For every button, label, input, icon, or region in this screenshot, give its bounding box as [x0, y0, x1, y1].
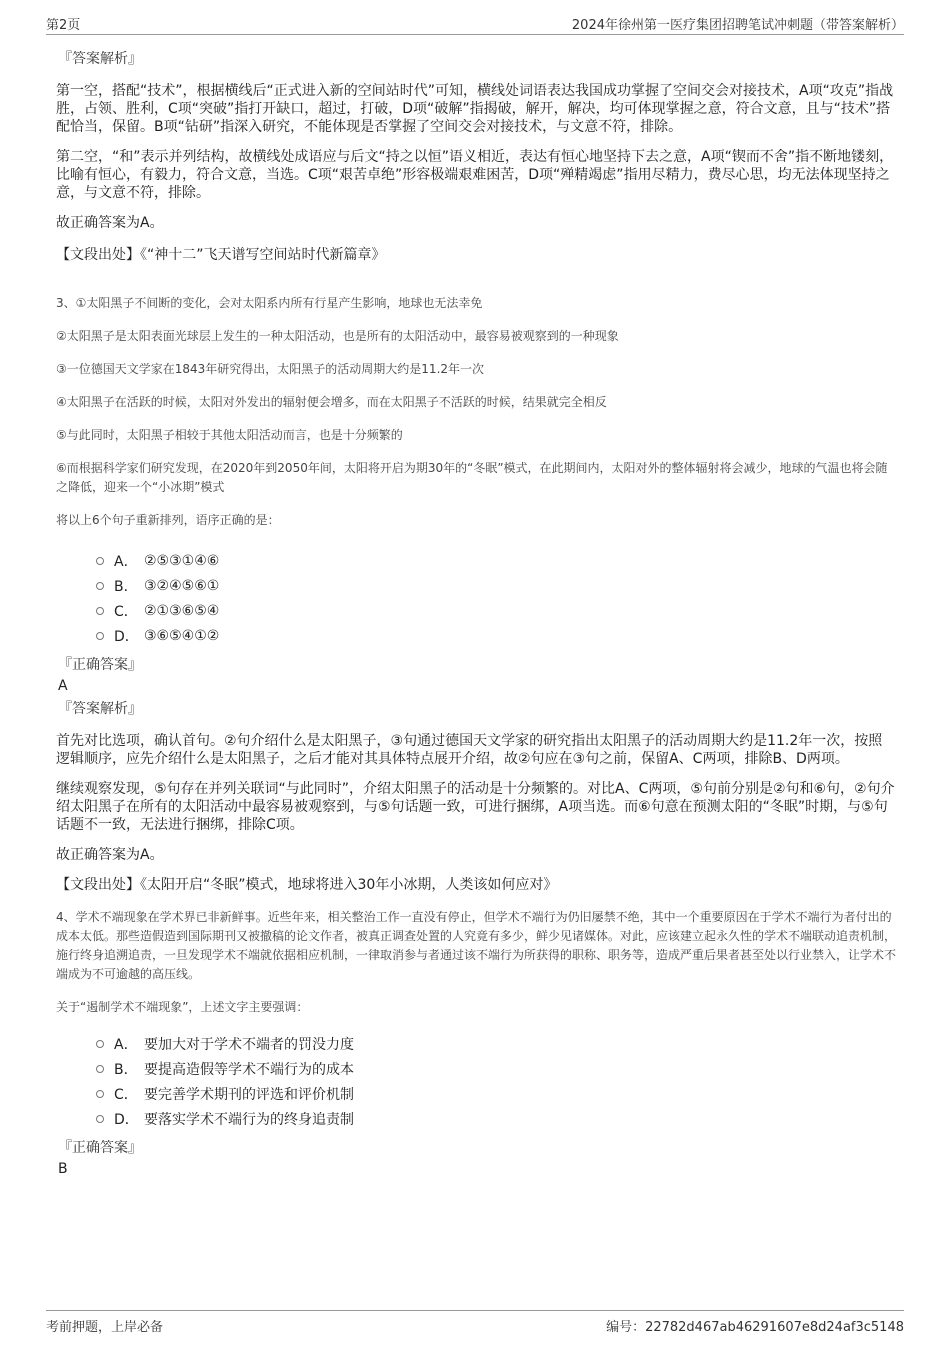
question-sentence: ⑥而根据科学家们研究发现，在2020年到2050年间，太阳将开启为期30年的“冬眠”模式，在此期间内，太阳对外的整体辐射将会减少，地球的气温也将会随之降低，迎来一个“小冰期”模式	[56, 461, 888, 494]
option-d[interactable]	[96, 1106, 896, 1131]
page-footer	[46, 1310, 904, 1337]
analysis-paragraph: 第二空，“和”表示并列结构，故横线处成语应与后文“持之以恒”语义相近，表达有恒心地坚持下去之意，A项“锲而不舍”指不断地镂刻，比喻有恒心，有毅力，符合文意，当选。C项“艰苦卓绝”形容极端艰难困苦，D项“殚精竭虑”指用尽精力，费尽心思，均无法体现坚持之意，与文意不符，排除。	[56, 149, 894, 201]
radio-icon[interactable]	[96, 1115, 104, 1123]
analysis-label: 『答案解析』	[58, 51, 142, 67]
option-text: ③⑥⑤④①②	[144, 627, 220, 644]
option-a[interactable]	[96, 1031, 896, 1056]
question-prompt: 将以上6个句子重新排列，语序正确的是：	[56, 513, 280, 527]
option-text: ②⑤③①④⑥	[144, 552, 220, 569]
question-passage: 4、学术不端现象在学术界已非新鲜事。近些年来，相关整治工作一直没有停止，但学术不端行为仍旧屡禁不绝，其中一个重要原因在于学术不端行为者付出的成本太低。那些造假造到国际期刊又被撤稿的论文作者，被真正调查处置的人究竟有多少，鲜少见诸媒体。对此，应该建立起永久性的学术不端联动追责机制，施行终身追溯追责，一旦发现学术不端就依据相应机制，一律取消参与者通过该不端行为所获得的职称、职务等，造成严重后果者甚至处以行业禁入，让学术不端成为不可逾越的高压线。	[56, 910, 897, 981]
answer-options	[96, 548, 896, 648]
analysis-paragraph: 第一空，搭配“技术”，根据横线后“正式进入新的空间站时代”可知，横线处词语表达我国成功掌握了空间交会对接技术，A项“攻克”指战胜，占领、胜利，C项“突破”指打开缺口，超过，打破，D项“破解”指揭破，解开，解决，均可体现掌握之意，符合文意，且与“技术”搭配恰当，保留。B项“钻研”指深入研究，不能体现是否掌握了空间交会对接技术，与文意不符，排除。	[56, 83, 894, 135]
option-b[interactable]	[96, 573, 896, 598]
question-sentence: ②太阳黑子是太阳表面光球层上发生的一种太阳活动，也是所有的太阳活动中，最容易被观察到的一种现象	[56, 329, 619, 343]
radio-icon[interactable]	[96, 1040, 104, 1048]
radio-icon[interactable]	[96, 557, 104, 565]
option-letter: D．	[114, 1111, 139, 1128]
page-number: 第2页	[46, 18, 81, 33]
page-content	[56, 46, 896, 1181]
option-letter: A．	[114, 553, 138, 570]
footer-slogan: 考前押题，上岸必备	[46, 1320, 164, 1335]
correct-answer: B	[58, 1161, 68, 1177]
correct-answer-label: 『正确答案』	[58, 657, 142, 673]
analysis-conclusion: 故正确答案为A。	[56, 215, 164, 231]
analysis-conclusion: 故正确答案为A。	[56, 847, 164, 863]
radio-icon[interactable]	[96, 607, 104, 615]
radio-icon[interactable]	[96, 632, 104, 640]
analysis-paragraph: 首先对比选项，确认首句。②句介绍什么是太阳黑子，③句通过德国天文学家的研究指出太阳黑子的活动周期大约是11.2年一次，按照逻辑顺序，应先介绍什么是太阳黑子，之后才能对其具体特点展开介绍，故②句应在③句之前，保留A、C两项，排除B、D两项。	[56, 733, 883, 767]
radio-icon[interactable]	[96, 1090, 104, 1098]
option-text: 要提高造假等学术不端行为的成本	[144, 1061, 354, 1078]
option-text: 要完善学术期刊的评选和评价机制	[144, 1086, 354, 1103]
option-text: 要落实学术不端行为的终身追责制	[144, 1111, 354, 1128]
source-citation: 【文段出处】《太阳开启“冬眠”模式，地球将进入30年小冰期，人类该如何应对》	[56, 877, 558, 893]
option-text: ③②④⑤⑥①	[144, 577, 220, 594]
question-sentence: ③一位德国天文学家在1843年研究得出，太阳黑子的活动周期大约是11.2年一次	[56, 362, 485, 376]
option-b[interactable]	[96, 1056, 896, 1081]
source-citation: 【文段出处】《“神十二”飞天谱写空间站时代新篇章》	[56, 247, 386, 263]
option-letter: C．	[114, 1086, 138, 1103]
option-letter: B．	[114, 1061, 138, 1078]
option-letter: B．	[114, 578, 138, 595]
option-c[interactable]	[96, 598, 896, 623]
option-text: ②①③⑥⑤④	[144, 602, 220, 619]
option-a[interactable]	[96, 548, 896, 573]
analysis-paragraph: 继续观察发现，⑤句存在并列关联词“与此同时”，介绍太阳黑子的活动是十分频繁的。对比A、C两项，⑤句前分别是②句和⑥句，②句介绍太阳黑子在所有的太阳活动中最容易被观察到，与⑤句话题一致，可进行捆绑，A项当选。而⑥句意在预测太阳的“冬眠”时期，与⑤句话题不一致，无法进行捆绑，排除C项。	[56, 781, 895, 833]
radio-icon[interactable]	[96, 1065, 104, 1073]
answer-options	[96, 1031, 896, 1131]
radio-icon[interactable]	[96, 582, 104, 590]
document-title: 2024年徐州第一医疗集团招聘笔试冲刺题（带答案解析）	[571, 18, 904, 33]
option-c[interactable]	[96, 1081, 896, 1106]
question-prompt: 关于“遏制学术不端现象”，上述文字主要强调：	[56, 1000, 309, 1014]
document-code: 编号：22782d467ab46291607e8d24af3c5148	[606, 1320, 904, 1335]
option-text: 要加大对于学术不端者的罚没力度	[144, 1036, 354, 1053]
option-d[interactable]	[96, 623, 896, 648]
option-letter: A．	[114, 1036, 138, 1053]
question-sentence: 3、①太阳黑子不间断的变化，会对太阳系内所有行星产生影响，地球也无法幸免	[56, 296, 483, 310]
question-sentence: ④太阳黑子在活跃的时候，太阳对外发出的辐射便会增多，而在太阳黑子不活跃的时候，结果就完全相反	[56, 395, 607, 409]
correct-answer: A	[58, 678, 68, 694]
page-header	[46, 14, 904, 35]
analysis-label: 『答案解析』	[58, 701, 142, 717]
correct-answer-label: 『正确答案』	[58, 1140, 142, 1156]
question-sentence: ⑤与此同时，太阳黑子相较于其他太阳活动而言，也是十分频繁的	[56, 428, 403, 442]
option-letter: C．	[114, 603, 138, 620]
option-letter: D．	[114, 628, 139, 645]
